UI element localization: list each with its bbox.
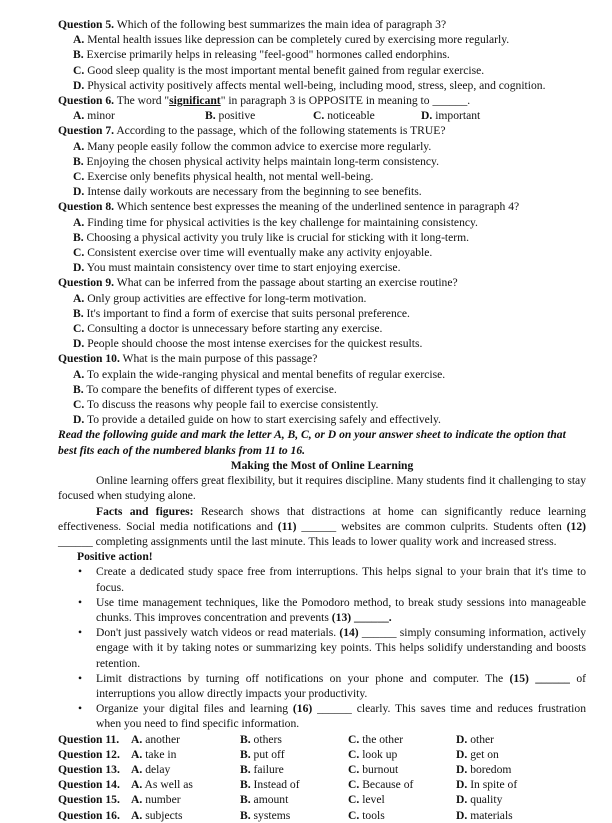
question-7: Question 7. According to the passage, which of the following statements is TRUE? A. Many people easily follow the common advice to exercise more regularly. B. Enjoying the chosen physical activity helps maintain long-term consistency. C. Exercise only benefits physical health, not mental well-being. D. Intense daily workouts are necessary from the beginning to see benefits. bbox=[58, 123, 586, 199]
option-b: B. positive bbox=[205, 109, 256, 123]
option-b: B. failure bbox=[240, 762, 284, 776]
blank-15: (15) ______ bbox=[509, 671, 570, 685]
option-b: B. Exercise primarily helps in releasing "feel-good" hormones called endorphins. bbox=[73, 48, 450, 62]
bullet-item: • Limit distractions by turning off notifications on your phone and computer. The (15) ______ of interruptions you allow directly impacts your productivity. bbox=[96, 671, 586, 701]
option-a: A. As well as bbox=[131, 778, 193, 792]
question-5 bbox=[58, 17, 586, 93]
option-d: D. important bbox=[421, 109, 481, 123]
question-13: Question 13. A. delay B. failure C. burnout D. boredom bbox=[58, 762, 512, 776]
option-b: B. Choosing a physical activity you truly like is crucial for sticking with it long-term. bbox=[73, 230, 470, 244]
question-14: Question 14. A. As well as B. Instead of C. Because of D. In spite of bbox=[58, 778, 518, 792]
positive-action-heading: Positive action! bbox=[77, 550, 153, 564]
option-c: C. level bbox=[348, 793, 385, 807]
bullet-item: • Don't just passively watch videos or read materials. (14) ______ simply consuming information, actively engage with it by taking notes or summarizing key points. This helps solidify understanding and boosts retention. bbox=[96, 625, 586, 671]
option-d: D. other bbox=[456, 732, 495, 746]
option-a: A. subjects bbox=[131, 808, 183, 822]
option-b: B. Instead of bbox=[240, 778, 300, 792]
option-c: C. Good sleep quality is the most important mental benefit gained from regular exercise. bbox=[73, 63, 485, 77]
question-label: Question 7. bbox=[58, 124, 115, 138]
option-d: D. quality bbox=[456, 793, 503, 807]
option-a: A. Mental health issues like depression can be completely cured by exercising more regularly. bbox=[73, 33, 510, 47]
option-d: D. Intense daily workouts are necessary from the beginning to see benefits. bbox=[73, 185, 422, 199]
blank-13: (13) ______. bbox=[331, 610, 392, 624]
option-a: A. To explain the wide-ranging physical and mental benefits of regular exercise. bbox=[73, 367, 446, 381]
question-11: Question 11. A. another B. others C. the other D. other bbox=[58, 732, 495, 746]
option-b: B. systems bbox=[240, 808, 291, 822]
question-label: Question 9. bbox=[58, 276, 115, 290]
option-c: C. tools bbox=[348, 808, 385, 822]
option-d: D. Physical activity positively affects mental well-being, including mood, stress, sleep, and cognition. bbox=[73, 78, 546, 92]
option-c: C. noticeable bbox=[313, 109, 375, 123]
option-a: A. delay bbox=[131, 762, 171, 776]
option-d: D. To provide a detailed guide on how to start exercising safely and effectively. bbox=[73, 413, 441, 427]
blank-14: (14) bbox=[339, 626, 359, 640]
question-label: Question 5. bbox=[58, 18, 115, 31]
option-b: B. It's important to find a form of exercise that suits personal preference. bbox=[73, 306, 410, 320]
question-9: Question 9. What can be inferred from the passage about starting an exercise routine? A. Only group activities are effective for long-term motivation. B. It's important to find a form of exercise that suits personal preference. C. Consulting a doctor is unnecessary before starting any exercise. D. People should choose the most intense exercises for the quickest results. bbox=[58, 275, 586, 351]
bullet-item: • Use time management techniques, like the Pomodoro method, to break study sessions into manageable chunks. This improves concentration and prevents (13) ______. bbox=[96, 595, 586, 625]
option-c: C. look up bbox=[348, 747, 398, 761]
option-a: A. take in bbox=[131, 747, 177, 761]
option-d: D. In spite of bbox=[456, 778, 518, 792]
question-label: Question 10. bbox=[58, 352, 120, 366]
guide-intro: Online learning offers great flexibility, but it requires discipline. Many students find it challenging to stay focused when studying alone. bbox=[58, 474, 586, 503]
blank-12: (12) bbox=[566, 519, 586, 533]
blank-16: (16) bbox=[292, 702, 313, 716]
facts-heading: Facts and figures: bbox=[96, 504, 194, 518]
option-d: D. People should choose the most intense exercises for the quickest results. bbox=[73, 337, 423, 351]
bullet-item: • Organize your digital files and learning (16) ______ clearly. This saves time and reduces frustration when you need to find specific information. bbox=[96, 701, 586, 731]
option-d: D. boredom bbox=[456, 762, 512, 776]
options-row bbox=[73, 108, 586, 123]
section-instruction: Read the following guide and mark the letter A, B, C, or D on your answer sheet to indicate the option that best fits each of the numbered blanks from 11 to 16. bbox=[58, 428, 566, 457]
option-c: C. burnout bbox=[348, 762, 399, 776]
question-label: Question 8. bbox=[58, 200, 115, 214]
option-d: D. You must maintain consistency over time to start enjoying exercise. bbox=[73, 261, 401, 275]
guide-title: Making the Most of Online Learning bbox=[230, 458, 414, 472]
option-b: B. others bbox=[240, 732, 282, 746]
option-c: C. To discuss the reasons why people fail to exercise consistently. bbox=[73, 398, 379, 412]
option-a: A. Only group activities are effective for long-term motivation. bbox=[73, 291, 367, 305]
option-d: D. get on bbox=[456, 747, 499, 761]
cloze-answer-grid bbox=[58, 732, 586, 823]
facts-paragraph: Facts and figures: Research shows that distractions at home can significantly reduce learning effectiveness. Social media notifications and (11) ______ websites are common culprits. Students often (12) ______ completing assignments until the last minute. This leads to lower quality work and increased stress. bbox=[58, 504, 586, 548]
question-16: Question 16. A. subjects B. systems C. tools D. materials bbox=[58, 808, 513, 822]
question-10: Question 10. What is the main purpose of this passage? A. To explain the wide-ranging physical and mental benefits of regular exercise. B. To compare the benefits of different types of exercise. C. To discuss the reasons why people fail to exercise consistently. D. To provide a detailed guide on how to start exercising safely and effectively. bbox=[58, 351, 586, 427]
question-6: Question 6. The word "significant" in paragraph 3 is OPPOSITE in meaning to ______. A. minor B. positive C. noticeable D. important bbox=[58, 93, 586, 123]
option-c: C. Exercise only benefits physical health, not mental well-being. bbox=[73, 170, 374, 184]
option-b: B. Enjoying the chosen physical activity helps maintain long-term consistency. bbox=[73, 154, 440, 168]
option-c: C. Consistent exercise over time will eventually make any activity enjoyable. bbox=[73, 246, 433, 260]
option-d: D. materials bbox=[456, 808, 513, 822]
option-a: A. minor bbox=[73, 109, 115, 123]
option-b: B. amount bbox=[240, 793, 289, 807]
keyword-significant: significant bbox=[169, 94, 221, 108]
bullet-item: • Create a dedicated study space free from interruptions. This helps signal to your brain that it's time to focus. bbox=[96, 564, 586, 594]
option-b: B. put off bbox=[240, 747, 285, 761]
option-a: A. number bbox=[131, 793, 181, 807]
question-12: Question 12. A. take in B. put off C. look up D. get on bbox=[58, 747, 499, 761]
question-15: Question 15. A. number B. amount C. level D. quality bbox=[58, 793, 503, 807]
question-text: Which of the following best summarizes the main idea of paragraph 3? bbox=[116, 18, 447, 31]
positive-action-list bbox=[58, 564, 586, 731]
question-8: Question 8. Which sentence best expresses the meaning of the underlined sentence in paragraph 4? A. Finding time for physical activities is the key challenge for maintaining consistency. B. Choosing a physical activity you truly like is crucial for sticking with it long-term. C. Consistent exercise over time will eventually make any activity enjoyable. D. You must maintain consistency over time to start enjoying exercise. bbox=[58, 199, 586, 275]
option-c: C. Because of bbox=[348, 778, 414, 792]
option-a: A. another bbox=[131, 732, 180, 746]
option-c: C. the other bbox=[348, 732, 404, 746]
option-c: C. Consulting a doctor is unnecessary before starting any exercise. bbox=[73, 322, 383, 336]
option-a: A. Many people easily follow the common advice to exercise more regularly. bbox=[73, 139, 432, 153]
blank-11: (11) bbox=[277, 519, 297, 533]
option-a: A. Finding time for physical activities is the key challenge for maintaining consistency. bbox=[73, 215, 478, 229]
option-b: B. To compare the benefits of different types of exercise. bbox=[73, 382, 337, 396]
question-label: Question 6. bbox=[58, 94, 115, 108]
